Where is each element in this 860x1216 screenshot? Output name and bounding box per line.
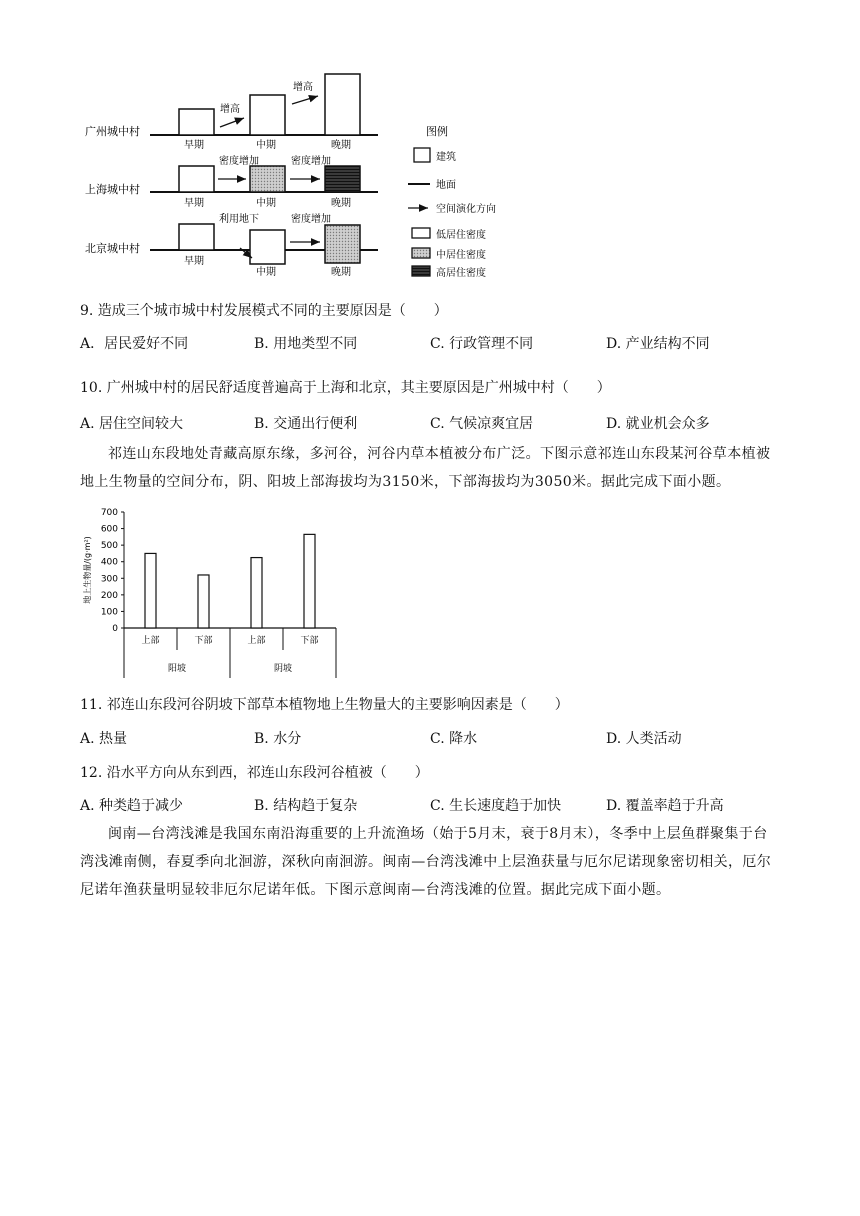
legend-mid-density-icon <box>412 248 430 258</box>
y-tick-label: 400 <box>100 557 118 568</box>
stage-label: 晚期 <box>331 267 351 278</box>
q11-option-a[interactable]: A. 热量 <box>80 731 128 747</box>
arrow-label: 增高 <box>293 82 313 93</box>
q9-option-b[interactable]: B. 用地类型不同 <box>254 336 358 352</box>
q10-option-c[interactable]: C. 气候凉爽宜居 <box>430 416 534 432</box>
q12-option-a[interactable]: A. 种类趋于减少 <box>80 798 184 814</box>
building-late <box>325 166 360 192</box>
q12-option-b[interactable]: B. 结构趋于复杂 <box>254 798 358 814</box>
question-10-stem: 10. 广州城中村的居民舒适度普遍高于上海和北京，其主要原因是广州城中村（ ） <box>80 380 611 396</box>
y-tick-label: 200 <box>100 590 118 601</box>
question-12-stem: 12. 沿水平方向从东到西，祁连山东段河谷植被（ ） <box>80 765 429 781</box>
building-early <box>179 109 214 135</box>
stage-label: 早期 <box>184 198 204 209</box>
q11-option-c[interactable]: C. 降水 <box>430 731 478 747</box>
stage-label: 中期 <box>256 267 276 278</box>
legend-item: 低居住密度 <box>436 230 486 241</box>
building-mid <box>250 166 285 192</box>
bar <box>304 534 315 628</box>
q9-option-d[interactable]: D. 产业结构不同 <box>606 336 710 352</box>
y-tick-label: 700 <box>100 508 118 518</box>
y-tick-label: 500 <box>100 541 118 552</box>
biomass-bar-chart <box>80 504 350 684</box>
building-mid <box>250 230 285 264</box>
bar <box>145 553 156 628</box>
q12-option-d[interactable]: D. 覆盖率趋于升高 <box>606 798 724 814</box>
building-mid <box>250 95 285 135</box>
q11-option-d[interactable]: D. 人类活动 <box>606 731 682 747</box>
category-label: 上部 <box>247 636 266 646</box>
building-early <box>179 166 214 192</box>
q9-option-c[interactable]: C. 行政管理不同 <box>430 336 534 352</box>
legend-title: 图例 <box>426 125 448 138</box>
building-late <box>325 225 360 263</box>
urban-village-diagram <box>80 60 540 285</box>
category-label: 下部 <box>194 636 213 646</box>
bar <box>198 575 209 628</box>
q11-option-b[interactable]: B. 水分 <box>254 731 302 747</box>
stage-label: 中期 <box>256 140 276 151</box>
passage-minnan-taiwan-bank: 闽南—台湾浅滩是我国东南沿海重要的上升流渔场（始于5月末，衰于8月末），冬季中上层鱼群聚集于台湾浅滩南侧，春夏季向北洄游，深秋向南洄游。闽南—台湾浅滩中上层渔获量与厄尔尼诺现象密切相关，厄尔尼诺年渔获量明显较非厄尔尼诺年低。下图示意闽南—台湾浅滩的位置。据此完成下面小题。 <box>80 826 772 898</box>
legend-item: 建筑 <box>436 152 456 163</box>
row-label-shanghai: 上海城中村 <box>85 183 140 196</box>
y-tick-label: 300 <box>100 574 118 585</box>
stage-label: 早期 <box>184 256 204 267</box>
row-label-beijing: 北京城中村 <box>85 242 140 255</box>
arrow-icon <box>292 96 318 104</box>
q10-option-d[interactable]: D. 就业机会众多 <box>606 416 710 432</box>
y-tick-label: 0 <box>112 624 118 634</box>
arrow-label: 利用地下 <box>219 214 259 225</box>
building-late <box>325 74 360 135</box>
y-tick-label: 100 <box>100 607 118 618</box>
building-early <box>179 224 214 250</box>
stage-label: 中期 <box>256 198 276 209</box>
y-axis-label: 地上生物量/(g·m²) <box>83 536 92 604</box>
arrow-label: 密度增加 <box>291 156 331 167</box>
legend-low-density-icon <box>412 228 430 238</box>
legend-item: 空间演化方向 <box>436 204 496 215</box>
row-label-guangzhou: 广州城中村 <box>85 125 140 138</box>
stage-label: 晚期 <box>331 140 351 151</box>
legend-item: 高居住密度 <box>436 268 486 279</box>
arrow-label: 密度增加 <box>219 156 259 167</box>
q10-option-a[interactable]: A. 居住空间较大 <box>80 416 184 432</box>
passage-qilian: 祁连山东段地处青藏高原东缘，多河谷，河谷内草本植被分布广泛。下图示意祁连山东段某河谷草本植被地上生物量的空间分布，阴、阳坡上部海拔均为3150米，下部海拔均为3050米。据此完成下面小题。 <box>80 446 771 490</box>
q12-option-c[interactable]: C. 生长速度趋于加快 <box>430 798 562 814</box>
arrow-icon <box>220 118 244 127</box>
stage-label: 早期 <box>184 140 204 151</box>
category-label: 上部 <box>141 636 160 646</box>
y-tick-label: 600 <box>100 524 118 535</box>
arrow-label: 密度增加 <box>291 214 331 225</box>
category-label: 下部 <box>300 636 319 646</box>
q10-option-b[interactable]: B. 交通出行便利 <box>254 416 358 432</box>
group-label: 阳坡 <box>167 664 187 674</box>
legend-item: 中居住密度 <box>436 250 486 261</box>
q9-option-a[interactable]: A．居民爱好不同 <box>80 336 189 352</box>
bar <box>251 558 262 628</box>
legend-building-icon <box>414 148 430 162</box>
stage-label: 晚期 <box>331 198 351 209</box>
legend-item: 地面 <box>436 180 456 191</box>
legend-high-density-icon <box>412 266 430 276</box>
arrow-label: 增高 <box>220 104 240 115</box>
question-9-stem: 9. 造成三个城市城中村发展模式不同的主要原因是（ ） <box>80 303 448 319</box>
group-label: 阴坡 <box>273 664 293 674</box>
question-11-stem: 11. 祁连山东段河谷阴坡下部草本植物地上生物量大的主要影响因素是（ ） <box>80 697 569 713</box>
